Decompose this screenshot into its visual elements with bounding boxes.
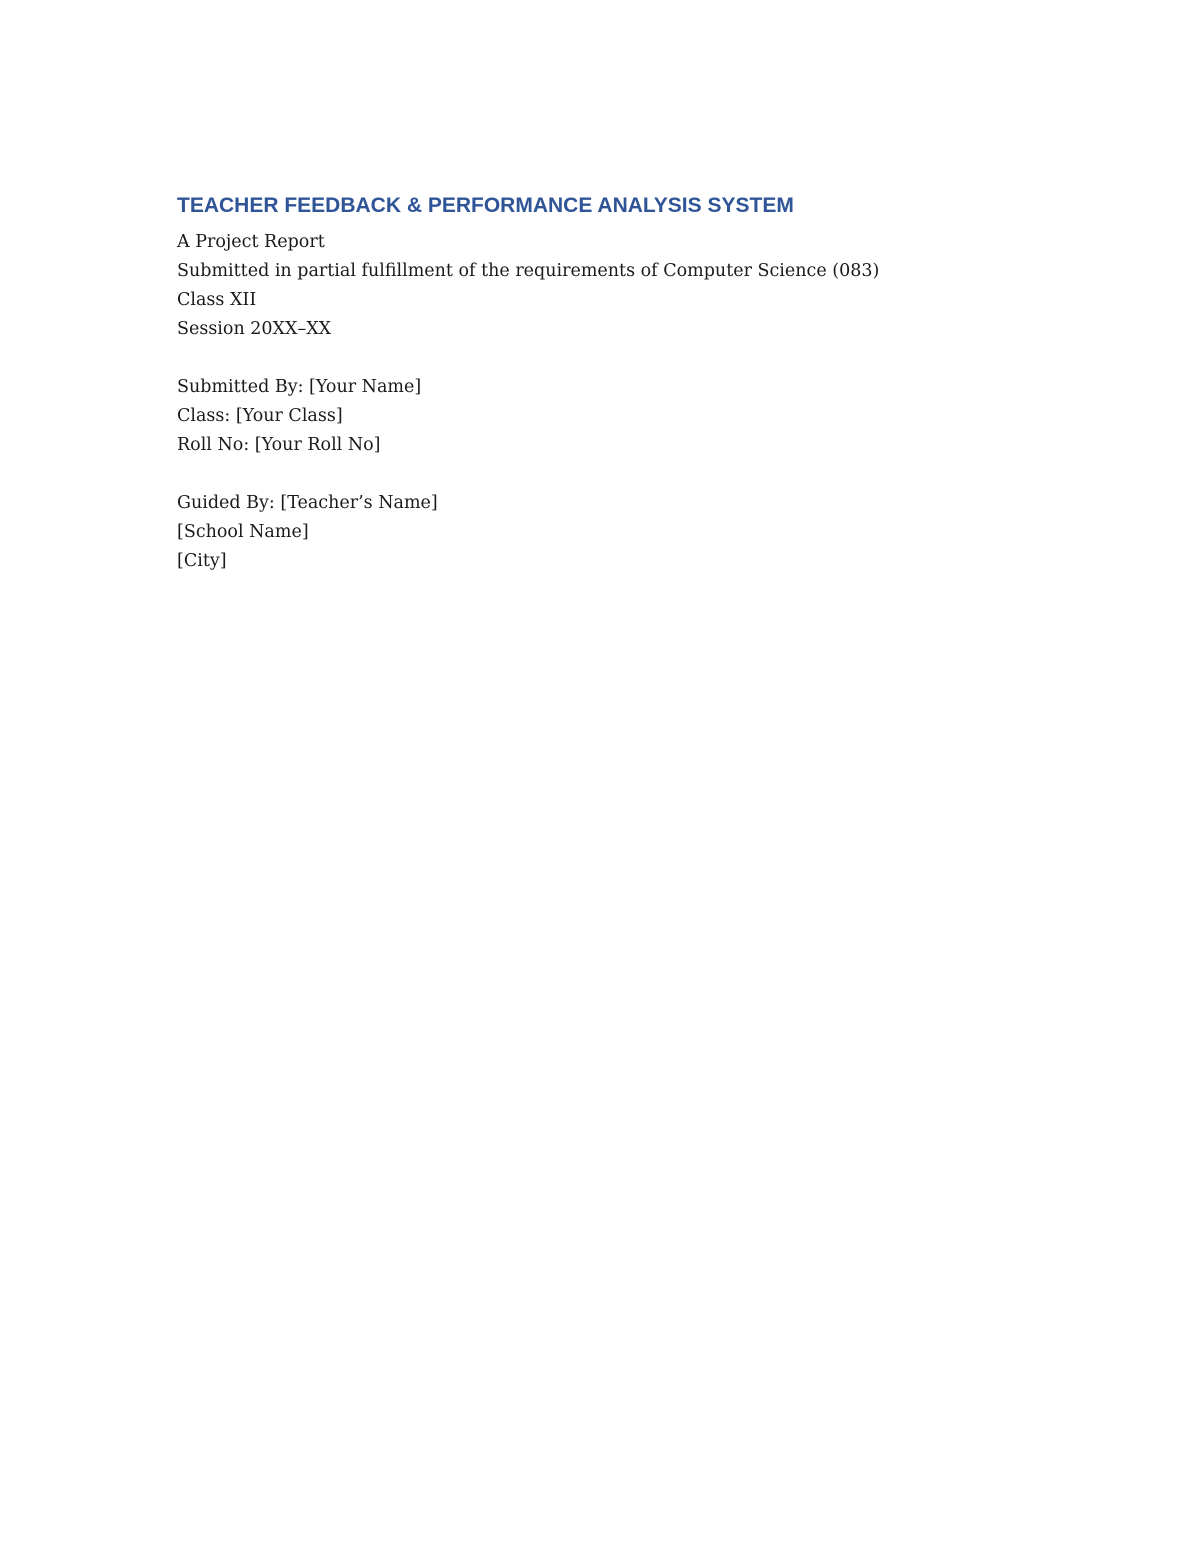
paragraph-spacer bbox=[177, 460, 1037, 489]
student-class: Class: [Your Class] bbox=[177, 406, 343, 426]
school-name: [School Name] bbox=[177, 522, 309, 542]
roll-number: Roll No: [Your Roll No] bbox=[177, 435, 381, 455]
guided-by: Guided By: [Teacher’s Name] bbox=[177, 493, 438, 513]
paragraph-spacer bbox=[177, 344, 1037, 373]
city: [City] bbox=[177, 551, 227, 571]
session: Session 20XX–XX bbox=[177, 319, 332, 339]
document-title: TEACHER FEEDBACK & PERFORMANCE ANALYSIS SYSTEM bbox=[177, 194, 794, 217]
submitted-by: Submitted By: [Your Name] bbox=[177, 377, 422, 397]
submission-note: Submitted in partial fulfillment of the requirements of Computer Science (083) bbox=[177, 261, 880, 281]
report-subtitle: A Project Report bbox=[177, 232, 325, 252]
class-level: Class XII bbox=[177, 290, 257, 310]
document-body bbox=[177, 192, 1037, 576]
